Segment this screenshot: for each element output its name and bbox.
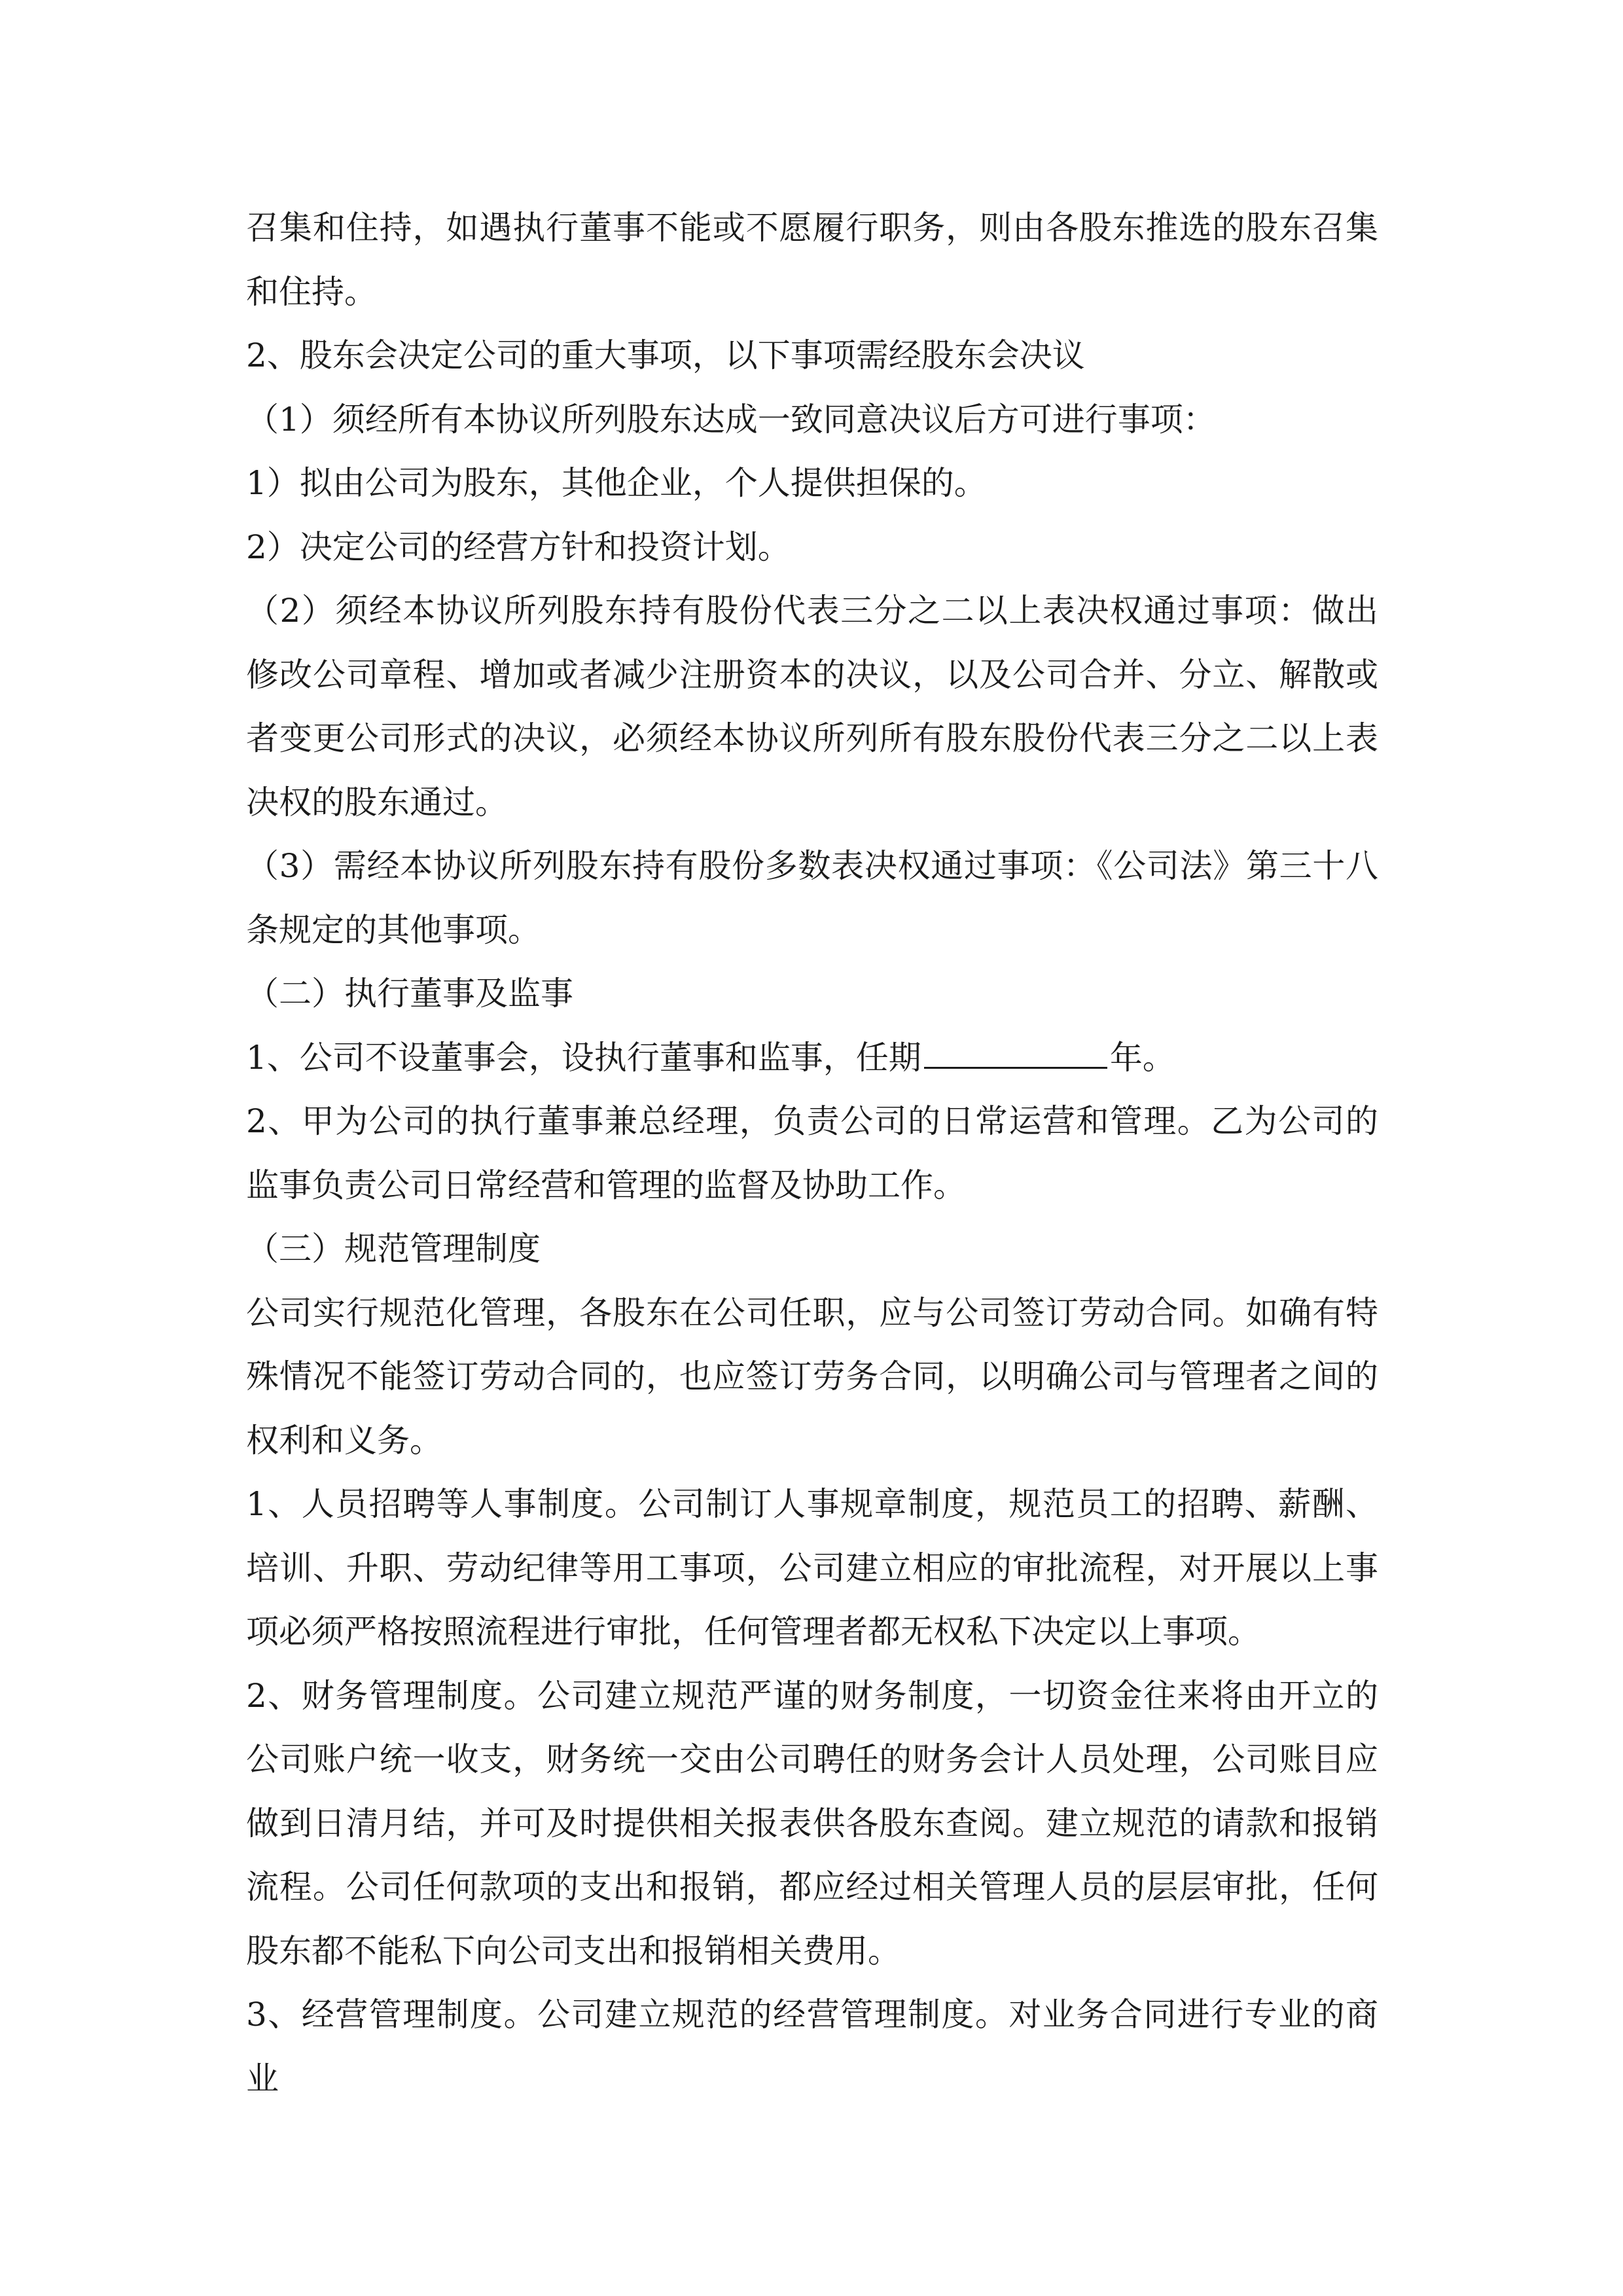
- paragraph-guarantee: 1）拟由公司为股东，其他企业，个人提供担保的。: [246, 464, 987, 502]
- heading-executive-director: （二）执行董事及监事: [246, 975, 573, 1013]
- paragraph-roles: 2、甲为公司的执行董事兼总经理，负责公司的日常运营和管理。乙为公司的监事负责公司日常经营和管理的监督及协助工作。: [246, 1102, 1378, 1204]
- paragraph-convene: 召集和住持，如遇执行董事不能或不愿履行职务，则由各股东推选的股东召集和住持。: [246, 209, 1378, 311]
- paragraph-labor-contract: 公司实行规范化管理，各股东在公司任职，应与公司签订劳动合同。如确有特殊情况不能签订劳动合同的，也应签订劳务合同，以明确公司与管理者之间的权利和义务。: [246, 1293, 1378, 1460]
- paragraph-term: [246, 1026, 1378, 1090]
- paragraph-hr-system: 1、人员招聘等人事制度。公司制订人事规章制度，规范员工的招聘、薪酬、培训、升职、劳动纪律等用工事项，公司建立相应的审批流程，对开展以上事项必须严格按照流程进行审批，任何管理者都无权私下决定以上事项。: [246, 1485, 1378, 1651]
- paragraph-operations-system: 3、经营管理制度。公司建立规范的经营管理制度。对业务合同进行专业的商业: [246, 1996, 1378, 2098]
- paragraph-business-policy: 2）决定公司的经营方针和投资计划。: [246, 528, 791, 566]
- paragraph-majority: （3）需经本协议所列股东持有股份多数表决权通过事项：《公司法》第三十八条规定的其他事项。: [246, 847, 1378, 949]
- document-body: [246, 196, 1378, 2111]
- term-text-after: 年。: [1109, 1038, 1175, 1077]
- paragraph-shareholder-meeting: 2、股东会决定公司的重大事项，以下事项需经股东会决议: [246, 336, 1085, 374]
- paragraph-unanimous: （1）须经所有本协议所列股东达成一致同意决议后方可进行事项：: [246, 400, 1216, 439]
- term-text-before: 1、公司不设董事会，设执行董事和监事，任期: [246, 1038, 921, 1077]
- paragraph-two-thirds: （2）须经本协议所列股东持有股份代表三分之二以上表决权通过事项：做出修改公司章程、增加或者减少注册资本的决议，以及公司合并、分立、解散或者变更公司形式的决议，必须经本协议所列所有股东股份代表三分之二以上表决权的股东通过。: [246, 592, 1378, 821]
- heading-management-system: （三）规范管理制度: [246, 1230, 541, 1268]
- term-blank-line: [924, 1038, 1107, 1069]
- paragraph-finance-system: 2、财务管理制度。公司建立规范严谨的财务制度，一切资金往来将由开立的公司账户统一收支，财务统一交由公司聘任的财务会计人员处理，公司账目应做到日清月结，并可及时提供相关报表供各股东查阅。建立规范的请款和报销流程。公司任何款项的支出和报销，都应经过相关管理人员的层层审批，任何股东都不能私下向公司支出和报销相关费用。: [246, 1676, 1378, 1970]
